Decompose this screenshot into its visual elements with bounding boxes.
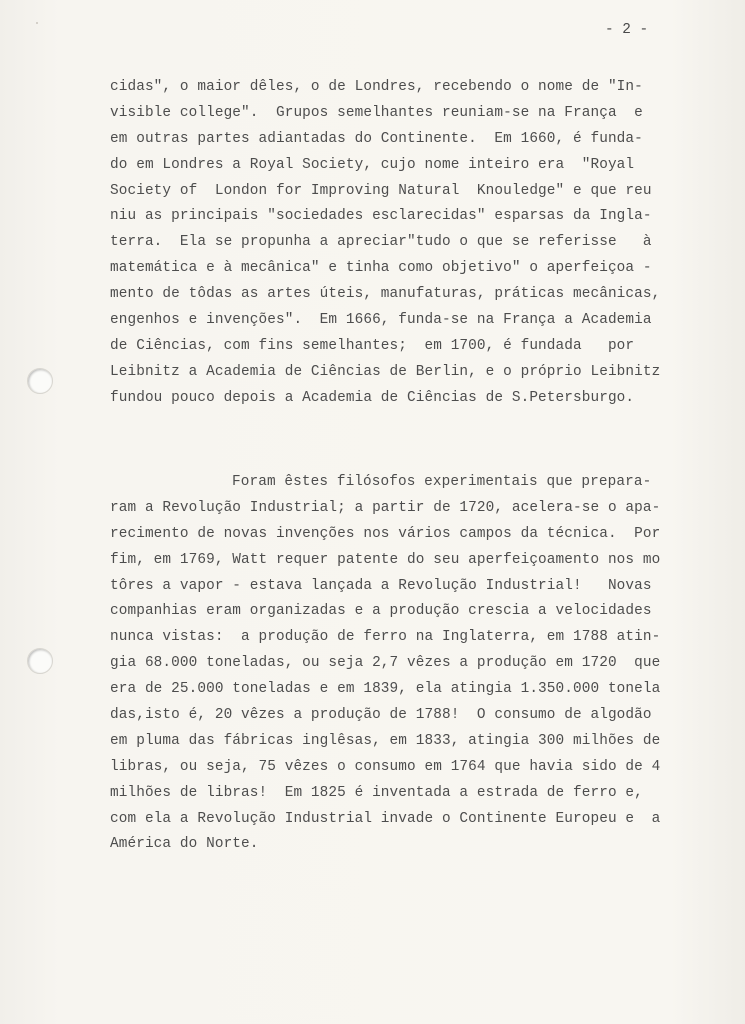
text-line: niu as principais "sociedades esclarecidas" esparsas da Ingla-	[110, 208, 652, 225]
paragraph-1	[110, 75, 660, 412]
paragraph-2	[110, 470, 660, 858]
text-line: tôres a vapor - estava lançada a Revolução Industrial! Novas	[110, 577, 652, 594]
text-line: recimento de novas invenções nos vários campos da técnica. Por	[110, 525, 661, 542]
text-line: nunca vistas: a produção de ferro na Inglaterra, em 1788 atin-	[110, 629, 661, 646]
text-line: Foram êstes filósofos experimentais que prepara-	[232, 474, 652, 490]
paper-speck	[36, 22, 38, 24]
punch-hole-top	[27, 368, 53, 394]
text-line: das,isto é, 20 vêzes a produção de 1788! O consumo de algodão	[110, 707, 652, 724]
punch-hole-bottom	[27, 648, 53, 674]
text-line: com ela a Revolução Industrial invade o Continente Europeu e a	[110, 810, 661, 827]
text-line: milhões de libras! Em 1825 é inventada a estrada de ferro e,	[110, 784, 643, 801]
text-line: do em Londres a Royal Society, cujo nome inteiro era "Royal	[110, 156, 635, 173]
text-line: companhias eram organizadas e a produção crescia a velocidades	[110, 603, 652, 620]
text-line: ram a Revolução Industrial; a partir de 1720, acelera-se o apa-	[110, 499, 661, 516]
text-line: fundou pouco depois a Academia de Ciências de S.Petersburgo.	[110, 389, 635, 406]
text-line: em pluma das fábricas inglêsas, em 1833, atingia 300 milhões de	[110, 732, 661, 749]
text-line: mento de tôdas as artes úteis, manufaturas, práticas mecânicas,	[110, 286, 661, 303]
text-line: matemática e à mecânica" e tinha como objetivo" o aperfeiçoa -	[110, 260, 652, 277]
page-number: - 2 -	[605, 22, 649, 38]
text-line: engenhos e invenções". Em 1666, funda-se na França a Academia	[110, 312, 652, 329]
text-line: de Ciências, com fins semelhantes; em 1700, é fundada por	[110, 337, 635, 354]
text-line: libras, ou seja, 75 vêzes o consumo em 1764 que havia sido de 4	[110, 758, 661, 775]
text-line: gia 68.000 toneladas, ou seja 2,7 vêzes a produção em 1720 que	[110, 655, 661, 672]
text-line: terra. Ela se propunha a apreciar"tudo o que se referisse à	[110, 234, 652, 251]
text-line: fim, em 1769, Watt requer patente do seu aperfeiçoamento nos mo	[110, 551, 661, 568]
text-line: era de 25.000 toneladas e em 1839, ela atingia 1.350.000 tonela	[110, 681, 661, 698]
text-line: Leibnitz a Academia de Ciências de Berlin, e o próprio Leibnitz	[110, 363, 661, 380]
text-line: cidas", o maior dêles, o de Londres, recebendo o nome de "In-	[110, 79, 643, 95]
text-line: em outras partes adiantadas do Continente. Em 1660, é funda-	[110, 130, 643, 147]
text-line: América do Norte.	[110, 836, 259, 853]
text-line: visible college". Grupos semelhantes reuniam-se na França e	[110, 104, 643, 121]
text-line: Society of London for Improving Natural Knouledge" e que reu	[110, 182, 652, 199]
